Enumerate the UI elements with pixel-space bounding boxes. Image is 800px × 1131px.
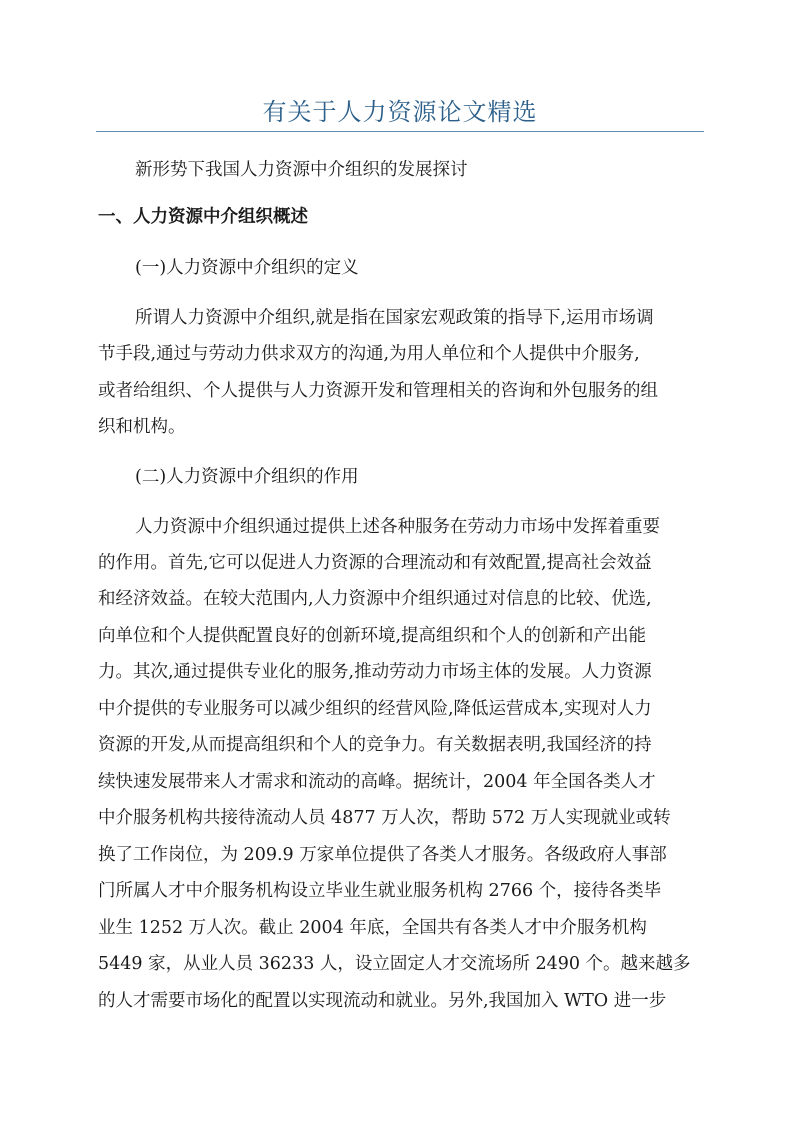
subsection-heading-1: (一)人力资源中介组织的定义: [135, 258, 359, 278]
paragraph-2-line: 门所属人才中介服务机构设立毕业生就业服务机构 2766 个，接待各类毕: [98, 881, 662, 901]
title-underline: [96, 131, 704, 132]
paragraph-2-line: 资源的开发,从而提高组织和个人的竞争力。有关数据表明,我国经济的持: [98, 735, 652, 755]
paragraph-2-line: 中介服务机构共接待流动人员 4877 万人次，帮助 572 万人实现就业或转: [98, 808, 671, 828]
article-subtitle: 新形势下我国人力资源中介组织的发展探讨: [135, 160, 468, 180]
paragraph-2-line: 的作用。首先,它可以促进人力资源的合理流动和有效配置,提高社会效益: [98, 553, 652, 573]
paragraph-2-line: 换了工作岗位，为 209.9 万家单位提供了各类人才服务。各级政府人事部: [98, 845, 667, 865]
paragraph-2-line: 中介提供的专业服务可以减少组织的经营风险,降低运营成本,实现对人力: [98, 699, 652, 719]
paragraph-2-line: 和经济效益。在较大范围内,人力资源中介组织通过对信息的比较、优选,: [98, 589, 652, 609]
paragraph-2-line: 力。其次,通过提供专业化的服务,推动劳动力市场主体的发展。人力资源: [98, 662, 652, 682]
paragraph-2-line: 向单位和个人提供配置良好的创新环境,提高组织和个人的创新和产出能: [98, 626, 647, 646]
paragraph-1-line: 节手段,通过与劳动力供求双方的沟通,为用人单位和个人提供中介服务,: [98, 344, 640, 364]
document-title: 有关于人力资源论文精选: [262, 98, 538, 126]
paragraph-2-line: 续快速发展带来人才需求和流动的高峰。据统计，2004 年全国各类人才: [98, 772, 656, 792]
paragraph-2-line: 人力资源中介组织通过提供上述各种服务在劳动力市场中发挥着重要: [135, 517, 660, 537]
paragraph-1-line: 或者给组织、个人提供与人力资源开发和管理相关的咨询和外包服务的组: [98, 381, 658, 401]
paragraph-2-line: 5449 家，从业人员 36233 人，设立固定人才交流场所 2490 个。越来越多: [98, 954, 691, 974]
paragraph-1-line: 织和机构。: [98, 417, 186, 437]
paragraph-2-line: 业生 1252 万人次。截止 2004 年底，全国共有各类人才中介服务机构: [98, 918, 647, 938]
paragraph-2-line: 的人才需要市场化的配置以实现流动和就业。另外,我国加入 WTO 进一步: [98, 991, 667, 1011]
subsection-heading-2: (二)人力资源中介组织的作用: [135, 467, 359, 487]
paragraph-1-line: 所谓人力资源中介组织,就是指在国家宏观政策的指导下,运用市场调: [135, 308, 654, 328]
section-heading-1: 一、人力资源中介组织概述: [98, 207, 308, 227]
